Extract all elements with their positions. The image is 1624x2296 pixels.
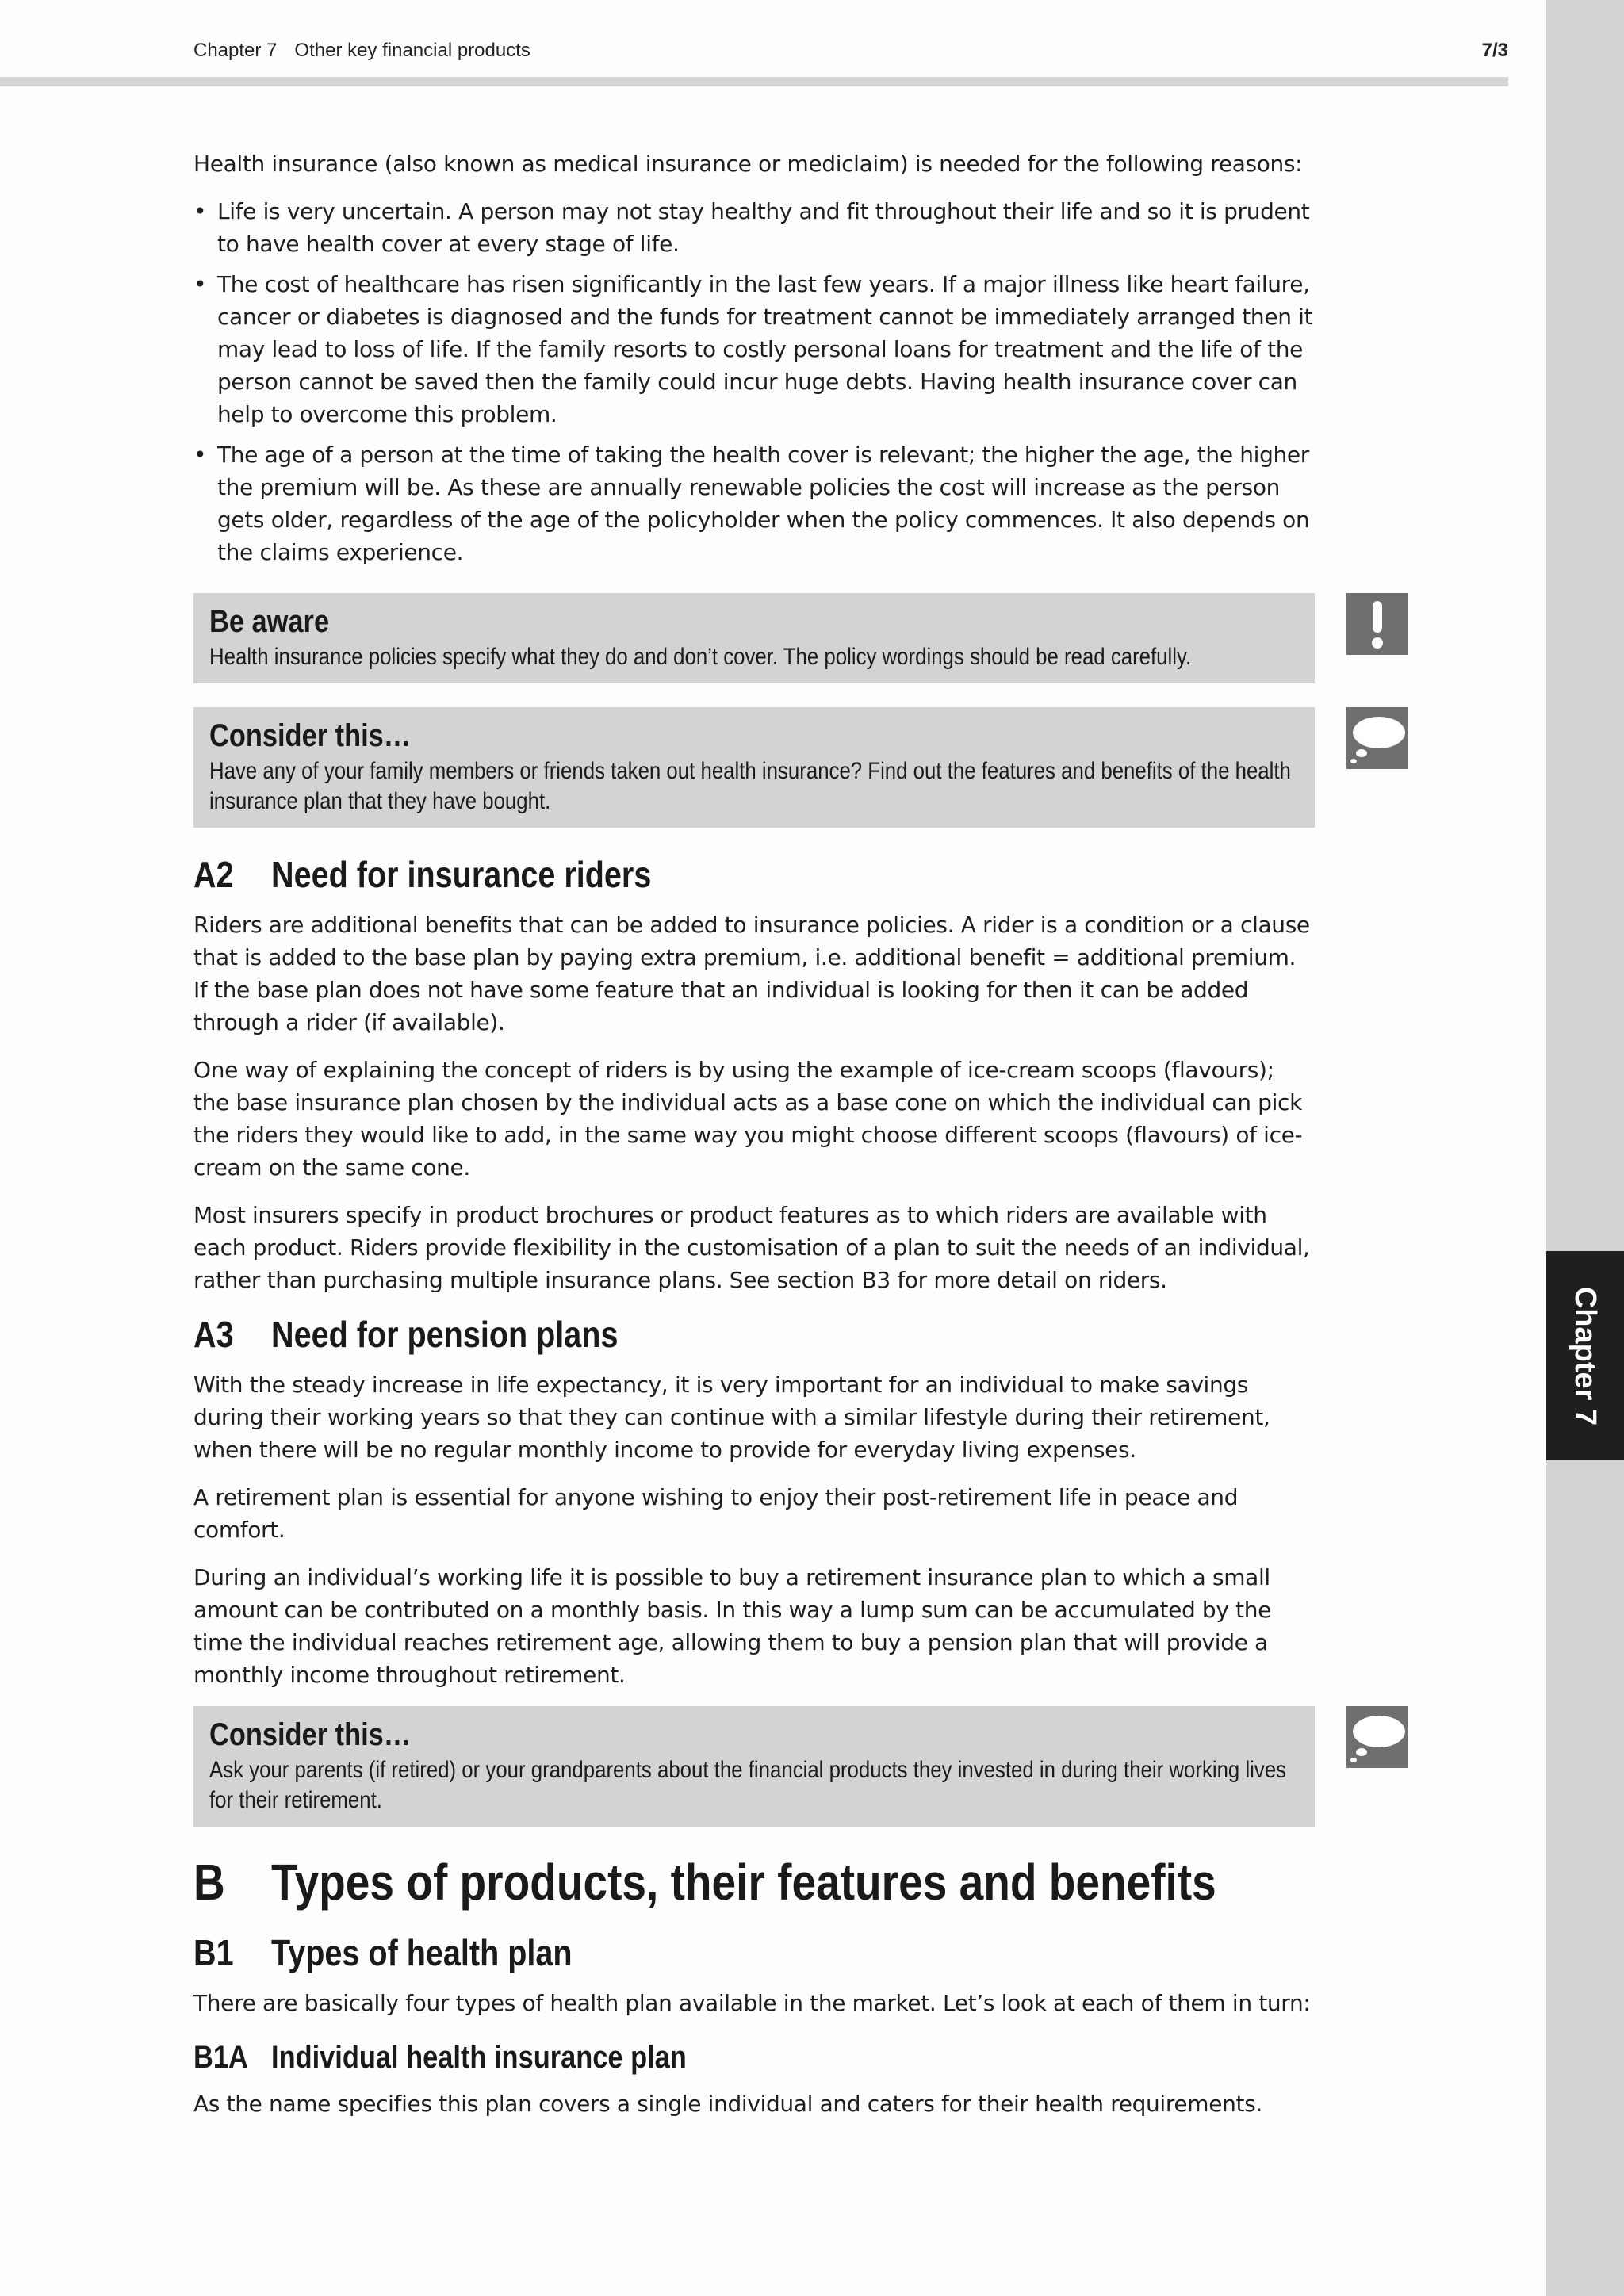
consider-box [193, 707, 1315, 828]
be-aware-box [193, 593, 1315, 683]
section-number: A3 [193, 1314, 234, 1355]
header-title: Other key financial products [294, 40, 530, 61]
header-chapter: Chapter 7 [193, 40, 278, 61]
page-header [0, 0, 1508, 87]
be-aware-text: Health insurance policies specify what they do and don’t cover. The policy wordings should be read carefully. [209, 644, 1192, 670]
section-heading-b1 [193, 1930, 1159, 1976]
section-title: Need for insurance riders [271, 854, 652, 895]
paragraph: Riders are additional benefits that can be added to insurance policies. A rider is a condition or a clause that is added to the base plan by paying extra premium, i.e. additional benefit = additional premium. If the base plan does not have some feature that an individual is looking for then it can be added through a rider (if available). [193, 912, 1310, 1035]
paragraph: There are basically four types of health plan available in the market. Let’s look at each of them in turn: [193, 1990, 1311, 2016]
thought-bubble-icon [1346, 1706, 1408, 1768]
consider-text: Have any of your family members or friends taken out health insurance? Find out the features and benefits of the health insurance plan that they have bought. [209, 758, 1291, 814]
section-heading-a2 [193, 851, 1159, 897]
paragraph: As the name specifies this plan covers a single individual and caters for their health requirements. [193, 2091, 1262, 2117]
margin-band [1546, 0, 1624, 2296]
section-heading-b1a [193, 2037, 1159, 2078]
section-number: B1A [193, 2040, 248, 2075]
consider-text: Ask your parents (if retired) or your grandparents about the financial products they invested in during their working lives for their retirement. [209, 1757, 1287, 1813]
section-number: B [193, 1854, 225, 1911]
header-rule [0, 77, 1508, 86]
section-number: B1 [193, 1932, 234, 1973]
paragraph: Most insurers specify in product brochures or product features as to which riders are available with each product. Riders provide flexibility in the customisation of a plan to suit the needs of an individual, rather than purchasing multiple insurance plans. See section B3 for more detail on riders. [193, 1202, 1310, 1293]
page-content [193, 147, 1316, 2135]
thought-bubble-icon [1346, 707, 1408, 769]
section-heading-b [193, 1850, 1216, 1914]
list-item: • The age of a person at the time of taking the health cover is relevant; the higher the age, the higher the premium will be. As these are annually renewable policies the cost will increase as the person gets older, regardless of the age of the policyholder when the policy commences. It also depends on the claims experience. [193, 438, 1316, 568]
chapter-tab-label: Chapter 7 [1568, 1286, 1603, 1425]
section-title: Types of health plan [271, 1932, 573, 1973]
running-header [193, 40, 530, 62]
paragraph: One way of explaining the concept of riders is by using the example of ice-cream scoops (flavours); the base insurance plan chosen by the individual acts as a base cone on which the individual can pick the riders they would like to add, in the same way you might choose different scoops (flavours) of ice-cream on the same cone. [193, 1057, 1303, 1181]
consider-title: Consider this… [209, 1717, 412, 1752]
list-item: • The cost of healthcare has risen significantly in the last few years. If a major illness like heart failure, cancer or diabetes is diagnosed and the funds for treatment cannot be immediately arranged then it may lead to loss of life. If the family resorts to costly personal loans for treatment and the life of the person cannot be saved then the family could incur huge debts. Having health insurance cover can help to overcome this problem. [193, 268, 1316, 430]
consider-title: Consider this… [209, 718, 412, 753]
exclamation-icon [1346, 593, 1408, 655]
paragraph: During an individual’s working life it is possible to buy a retirement insurance plan to which a small amount can be contributed on a monthly basis. In this way a lump sum can be accumulated by the time the individual reaches retirement age, allowing them to buy a pension plan that will provide a monthly income throughout retirement. [193, 1564, 1272, 1688]
chapter-tab [1546, 1251, 1624, 1460]
be-aware-title: Be aware [209, 604, 330, 639]
section-title: Individual health insurance plan [271, 2040, 687, 2075]
consider-box [193, 1706, 1315, 1827]
page-number: 7/3 [1481, 40, 1508, 61]
section-number: A2 [193, 854, 234, 895]
section-title: Types of products, their features and benefits [271, 1854, 1216, 1911]
list-item: • Life is very uncertain. A person may not stay healthy and fit throughout their life and so it is prudent to have health cover at every stage of life. [193, 195, 1316, 260]
paragraph: With the steady increase in life expectancy, it is very important for an individual to make savings during their working years so that they can continue with a similar lifestyle during their retirement, when there will be no regular monthly income to provide for everyday living expenses. [193, 1372, 1270, 1463]
intro-paragraph: Health insurance (also known as medical insurance or mediclaim) is needed for the following reasons: [193, 151, 1303, 177]
section-title: Need for pension plans [271, 1314, 619, 1355]
paragraph: A retirement plan is essential for anyone wishing to enjoy their post-retirement life in peace and comfort. [193, 1484, 1239, 1543]
section-heading-a3 [193, 1311, 1159, 1357]
reasons-list [193, 195, 1316, 568]
